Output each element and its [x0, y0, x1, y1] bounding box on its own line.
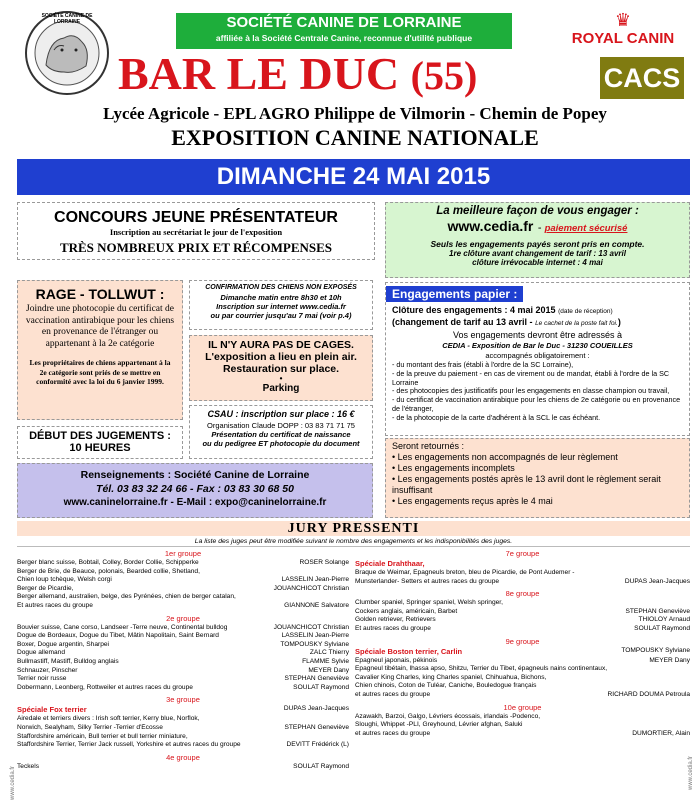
jury-row — [355, 616, 690, 625]
debut-l1: DÉBUT DES JUGEMENTS : — [29, 430, 171, 442]
special-title: Spéciale Fox terrier — [17, 705, 87, 715]
special-title: Spéciale Drahthaar, — [355, 559, 425, 568]
cacs-badge: CACS — [600, 57, 684, 99]
engage-online-box — [385, 202, 690, 278]
jury-row — [17, 624, 349, 633]
papier-adresse: Vos engagements devront être adressés à — [452, 330, 623, 340]
jury-row — [17, 684, 349, 693]
jury-row — [17, 733, 349, 742]
jury-row — [355, 721, 690, 730]
event-date: DIMANCHE 24 MAI 2015 — [17, 159, 690, 195]
banner-subtitle: affiliée à la Société Centrale Canine, reconnue d'utilité publique — [215, 33, 473, 43]
papier-accomp: accompagnés obligatoirement : — [485, 351, 590, 360]
breeds: Dogue de Bordeaux, Dogue du Tibet, Mâtin Napolitain, Saint Bernard — [17, 632, 219, 640]
breeds: Bullmastiff, Mastiff, Bulldog anglais — [17, 657, 119, 665]
jury-row — [17, 667, 349, 676]
papier-change: (changement de tarif au 13 avril - — [392, 317, 533, 327]
side-url: www.cedia.fr — [688, 755, 694, 790]
venue: Lycée Agricole - EPL AGRO Philippe de Vilmorin - Chemin de Popey — [103, 104, 607, 123]
judge-name: MEYER Dany — [649, 656, 690, 664]
breeds: Epagneul japonais, pékinois — [355, 656, 438, 664]
jury-row — [355, 578, 690, 587]
breeds: Bouvier suisse, Cane corso, Landseer -Terre neuve, Continental bulldog — [17, 623, 228, 631]
confirm-l2: Inscription sur internet www.cedia.fr — [216, 302, 346, 311]
jury-row — [17, 741, 349, 750]
breeds: Berger allemand, australien, belge, des Pyrénées, chien de berger catalan, — [17, 593, 236, 601]
retour-list — [392, 452, 683, 507]
breeds: Berger blanc suisse, Bobtail, Colley, Border Collie, Schipperke — [17, 559, 199, 566]
jury-row — [355, 713, 690, 722]
sponsor-logo — [556, 10, 690, 47]
event-name: EXPOSITION CANINE NATIONALE — [171, 125, 539, 150]
breeds: Cockers anglais, américain, Barbet — [355, 607, 458, 615]
judge-name: ZALC Thierry — [309, 649, 349, 657]
papier-change-note: Le cachet de la poste fait foi. — [535, 320, 618, 327]
breeds: Schnauzer, Pinscher — [17, 666, 78, 674]
club-logo — [24, 10, 110, 96]
concours-title: CONCOURS JEUNE PRÉSENTATEUR — [54, 209, 338, 226]
engage-intro: La meilleure façon de vous engager : — [436, 205, 639, 217]
judge-name: DUMORTIER, Alain — [632, 729, 690, 737]
judge-name: DUPAS Jean-Jacques — [283, 705, 349, 713]
jury-row — [17, 632, 349, 641]
breeds: Boxer, Dogue argentin, Sharpei — [17, 640, 110, 648]
breeds: Golden retriever, Retrievers — [355, 616, 436, 624]
jury-row — [17, 658, 349, 667]
retour-item: • Les engagements postés après le 13 avril dont le règlement serait insuffisant — [392, 474, 683, 496]
confirm-l1: Dimanche matin entre 8h30 et 10h — [220, 293, 342, 302]
group-title: 9e groupe — [505, 636, 540, 646]
papier-box — [385, 282, 690, 436]
special-title: Spéciale Boston terrier, Carlin — [355, 646, 463, 656]
cages-bullet: • — [279, 374, 283, 383]
concours-prizes: TRÈS NOMBREUX PRIX ET RÉCOMPENSES — [59, 240, 333, 255]
judge-name: THIOLOY Arnaud — [638, 616, 690, 624]
jury-row — [17, 649, 349, 658]
group-title: 3e groupe — [166, 695, 200, 705]
breeds: Chien chinois, Coton de Tuléar, Caniche, Bouledogue français — [355, 682, 537, 690]
judge-name: LASSELIN Jean-Pierre — [281, 576, 349, 584]
papier-change-end: ) — [617, 317, 621, 327]
judge-name: DUPAS Jean-Jacques — [624, 577, 690, 585]
judge-name: STEPHAN Geneviève — [284, 723, 349, 731]
breeds: Chien loup tchèque, Welsh corgi — [17, 576, 112, 584]
rens-tel: Tél. 03 83 32 24 66 - Fax : 03 83 30 68 50 — [96, 483, 294, 495]
breeds: Terrier noir russe — [17, 675, 67, 683]
breeds: et autres races du groupe — [355, 729, 431, 737]
cages-l1: IL N'Y AURA PAS DE CAGES. — [208, 339, 354, 351]
jury-row — [17, 568, 349, 577]
judge-name: ROSER Solange — [299, 559, 349, 566]
breeds: Azawakh, Barzoi, Galgo, Lévriers écossais, irlandais -Podenco, — [355, 712, 541, 720]
papier-item: - de la photocopie de la carte d'adhérent à la SCL le cas échéant. — [392, 414, 683, 423]
engage-close1: 1re clôture avant changement de tarif : 13 avril — [449, 249, 626, 258]
engage-site[interactable]: www.cedia.fr — [447, 218, 534, 234]
crown-icon: ♛ — [614, 10, 632, 30]
breeds: Epagneul tibétain, lhassa apso, Shitzu, Terrier du Tibet, épagneuls nains continentaux, — [355, 665, 608, 673]
rage-box — [17, 280, 183, 420]
retour-item: • Les engagements reçus après le 4 mai — [392, 496, 683, 507]
jury-title: JURY PRESSENTI — [17, 521, 690, 536]
retour-box — [385, 438, 690, 518]
breeds: Teckels — [17, 762, 39, 770]
breeds: Airedale et terriers divers : Irish soft terrier, Kerry blue, Norflok, — [17, 715, 200, 723]
judge-name: GIANNONE Salvatore — [284, 601, 349, 609]
jury-row — [17, 559, 349, 568]
papier-item: - du certificat de vaccination antirabique pour les chiens de 2e catégorie ou en provenance de l'étranger, — [392, 396, 683, 414]
breeds: et autres races du groupe — [355, 690, 431, 698]
retour-title: Seront retournés : — [392, 441, 465, 451]
jury-left-column — [17, 546, 349, 771]
group-title: 10e groupe — [503, 702, 542, 712]
jury-row — [17, 593, 349, 602]
judge-name: TOMPOUSKY Sylviane — [280, 640, 349, 648]
papier-item: - du montant des frais (établi à l'ordre de la SC Lorraine), — [392, 361, 683, 370]
engage-secure: paiement sécurisé — [544, 223, 628, 234]
retour-item: • Les engagements incomplets — [392, 463, 683, 474]
papier-title: Engagements papier : — [392, 287, 518, 301]
engage-close2: clôture irrévocable internet : 4 mai — [472, 258, 603, 267]
sponsor-name: ROYAL CANIN — [571, 30, 675, 47]
breeds: Et autres races du groupe — [355, 624, 431, 632]
rens-web[interactable]: www.caninelorraine.fr - E-Mail : expo@caninelorraine.fr — [63, 497, 327, 508]
debut-box — [17, 426, 183, 459]
jury-row — [17, 585, 349, 594]
concours-sub: Inscription au secrétariat le jour de l'exposition — [109, 227, 283, 237]
rage-note: Les propriétaires de chiens appartenant à la 2e catégorie sont priés de se mettre en conformité avec la loi du 6 janvier 1999. — [29, 358, 171, 386]
jury-row — [355, 730, 690, 739]
confirm-title: CONFIRMATION DES CHIENS NON EXPOSÉS — [205, 284, 357, 291]
cages-l5: Parking — [262, 383, 300, 394]
jury-row — [355, 665, 690, 674]
papier-cedia: CEDIA - Exposition de Bar le Duc - 31230 COUEILLES — [442, 341, 633, 350]
judge-name: LASSELIN Jean-Pierre — [281, 632, 349, 640]
group-title: 8e groupe — [505, 589, 540, 599]
renseignements-box — [17, 463, 373, 518]
judge-name: SOULAT Raymond — [293, 683, 349, 691]
rage-title: RAGE - TOLLWUT : — [35, 286, 165, 302]
csau-l4: ou du pedigree ET photocopie du document — [202, 439, 360, 448]
cages-l3: Restauration sur place. — [222, 363, 340, 375]
judge-name: FLAMME Sylvie — [302, 657, 349, 665]
jury-row — [17, 576, 349, 585]
papier-title-bar — [386, 286, 523, 302]
csau-l2: Organisation Claude DOPP : 03 83 71 71 75 — [207, 421, 355, 430]
papier-cloture: Clôture des engagements : 4 mai 2015 — [392, 305, 556, 315]
banner-title: SOCIÉTÉ CANINE DE LORRAINE — [226, 14, 462, 31]
jury-row — [17, 602, 349, 611]
breeds: Berger de Brie, de Beauce, polonais, Bearded collie, Shetland, — [17, 567, 200, 575]
papier-item: - de la preuve du paiement - en cas de virement ou de mandat, établi à l'ordre de la SC Lorraine — [392, 370, 683, 388]
confirm-l3: ou par courrier jusqu'au 7 mai (voir p.4) — [210, 311, 352, 320]
engage-paid: Seuls les engagements payés seront pris en compte. — [430, 239, 645, 249]
breeds: Staffordshire américain, Bull terrier et bull terrier miniature, — [17, 732, 188, 740]
judge-name: SOULAT Raymond — [293, 762, 349, 770]
breeds: Dogue allemand — [17, 649, 66, 657]
club-banner — [176, 13, 512, 49]
jury-row — [355, 569, 690, 578]
footer-left-url: www.cedia.fr — [10, 765, 16, 800]
jury-row — [17, 641, 349, 650]
judge-name: STEPHAN Geneviève — [284, 675, 349, 683]
engage-site-line: www.cedia.fr - paiement sécurisé — [447, 218, 628, 234]
logo-label: SOCIÉTÉ CANINE DE LORRAINE — [41, 13, 93, 25]
papier-cloture-note: (date de réception) — [558, 308, 613, 315]
jury-row — [355, 674, 690, 683]
papier-list — [392, 361, 683, 423]
cages-l2: L'exposition a lieu en plein air. — [205, 351, 357, 363]
judge-name: TOMPOUSKY Sylviane — [621, 646, 690, 654]
city-name: BAR LE DUC — [118, 48, 400, 99]
jury-row — [355, 647, 690, 657]
csau-box — [189, 405, 373, 459]
jury-note: La liste des juges peut être modifiée suivant le nombre des engagements et les indisponibilités des juges. — [194, 538, 513, 545]
rens-title: Renseignements : Société Canine de Lorraine — [80, 469, 310, 481]
breeds: Munsterlander- Setters et autres races du groupe — [355, 577, 500, 585]
confirmation-box — [189, 280, 373, 330]
judge-name: MEYER Dany — [308, 666, 349, 674]
cages-box — [189, 335, 373, 401]
judge-name: JOUANCHICOT Christian — [273, 623, 349, 631]
jury-row — [17, 763, 349, 772]
rage-text: Joindre une photocopie du certificat de vaccination antirabique pour les chiens en provenance de l'étranger ou appartenant à la 2e catégorie — [25, 304, 175, 349]
breeds: Braque de Weimar, Epagneuls breton, bleu de Picardie, de Pont Audemer - — [355, 569, 575, 576]
jury-row — [355, 625, 690, 634]
csau-l1: CSAU : inscription sur place : 16 € — [207, 409, 355, 419]
breeds: Dobermann, Leonberg, Rottweiler et autres races du groupe — [17, 683, 193, 691]
breeds: Staffordshire Terrier, Terrier Jack russell, Yorkshire et autres races du groupe — [17, 741, 241, 749]
concours-box — [17, 202, 375, 260]
judge-name: DEVITT Frédérick (L) — [286, 741, 349, 749]
jury-row — [355, 559, 690, 569]
csau-l3: Présentation du certificat de naissance — [211, 430, 351, 439]
breeds: Sloughi, Whippet -PLI, Greyhound, Lévrier afghan, Saluki — [355, 721, 523, 729]
department: (55) — [410, 53, 478, 98]
jury-row — [17, 715, 349, 724]
breeds: Cavalier King Charles, king Charles spaniel, Chihuahua, Bichons, — [355, 673, 547, 681]
judge-name: JOUANCHICOT Christian — [273, 584, 349, 592]
jury-row — [355, 682, 690, 691]
group-title: 2e groupe — [166, 613, 200, 623]
jury-row — [355, 608, 690, 617]
breeds: Berger de Picardie, — [17, 584, 74, 592]
retour-item: • Les engagements non accompagnés de leur règlement — [392, 452, 683, 463]
judge-name: SOULAT Raymond — [634, 624, 690, 632]
group-title: 1er groupe — [164, 549, 202, 558]
jury-row — [355, 691, 690, 700]
jury-row — [355, 657, 690, 666]
breeds: Et autres races du groupe — [17, 601, 93, 609]
group-title: 7e groupe — [505, 549, 540, 558]
papier-item: - des photocopies des justificatifs pour les engagements en classe champion ou travail, — [392, 387, 683, 396]
judge-name: STEPHAN Geneviève — [625, 607, 690, 615]
breeds: Clumber spaniel, Springer spaniel, Welsh springer, — [355, 599, 503, 607]
debut-l2: 10 HEURES — [69, 442, 131, 454]
jury-row — [17, 724, 349, 733]
group-title: 4e groupe — [166, 752, 200, 762]
event-city — [118, 48, 598, 102]
jury-row — [17, 675, 349, 684]
jury-row — [355, 599, 690, 608]
breeds: Norwich, Sealyham, Silky Terrier -Terrier d'Écosse — [17, 723, 163, 731]
jury-row — [17, 705, 349, 715]
jury-right-column — [355, 546, 690, 738]
judge-name: RICHARD DOUMA Petroula — [607, 690, 690, 698]
